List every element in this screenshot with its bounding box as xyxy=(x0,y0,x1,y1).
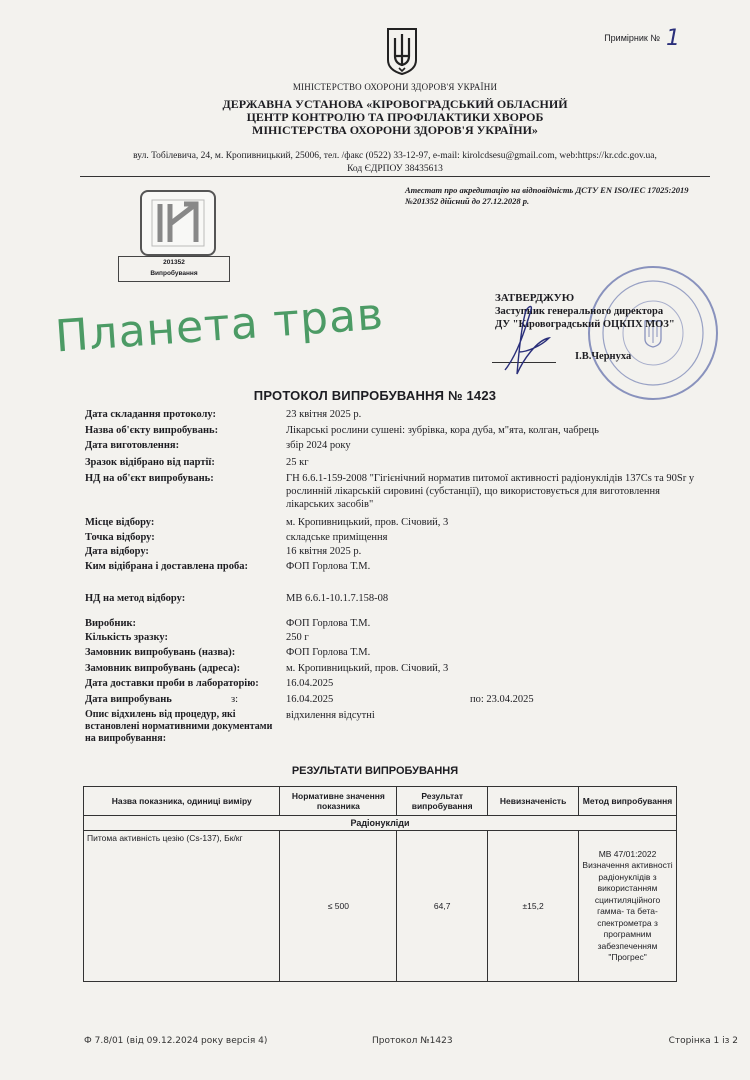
results-table xyxy=(83,786,677,982)
column-header: Назва показника, одиниці виміру xyxy=(84,787,280,816)
column-header: Нормативне значення показника xyxy=(280,787,397,816)
trident-emblem-icon xyxy=(385,26,419,76)
field-label: НД на метод відбору: xyxy=(85,593,186,604)
header-divider xyxy=(80,176,710,177)
approval-position: Заступник генерального директора xyxy=(495,306,664,317)
norm-value: ≤ 500 xyxy=(280,831,397,982)
field-value: Лікарські рослини сушені: зубрівка, кора дуба, м"ята, колган, чабрець xyxy=(286,425,599,436)
logo-number: 201352 xyxy=(163,259,185,266)
field-value: відхилення відсутні xyxy=(286,710,375,721)
field-label: Дата доставки проби в лабораторію: xyxy=(85,678,259,689)
field-label: Дата складання протоколу: xyxy=(85,409,216,420)
ministry-name: МІНІСТЕРСТВО ОХОРОНИ ЗДОРОВ'Я УКРАЇНИ xyxy=(292,82,498,92)
footer-form-number: Ф 7.8/01 (від 09.12.2024 року версія 4) xyxy=(84,1036,268,1046)
indicator-name: Питома активність цезію (Cs-137), Бк/кг xyxy=(84,831,280,982)
field-label: НД на об'єкт випробувань: xyxy=(85,473,214,484)
field-value: м. Кропивницький, пров. Січовий, 3 xyxy=(286,517,449,528)
accreditation-logo-caption xyxy=(118,256,230,282)
field-value: ФОП Горлова Т.М. xyxy=(286,618,371,629)
approval-title: ЗАТВЕРДЖУЮ xyxy=(495,292,575,304)
institution-address xyxy=(0,150,750,176)
signer-name: І.В.Чернуха xyxy=(575,351,632,362)
field-label: Дата виготовлення: xyxy=(85,440,180,451)
column-header: Результат випробування xyxy=(397,787,488,816)
results-title: РЕЗУЛЬТАТИ ВИПРОБУВАННЯ xyxy=(291,765,459,777)
field-label: Замовник випробувань (адреса): xyxy=(85,663,241,674)
result-value: 64,7 xyxy=(397,831,488,982)
institution-name xyxy=(0,98,750,137)
field-value-prefix: з: xyxy=(231,694,239,705)
edrpou-code: Код ЄДРПОУ 38435613 xyxy=(347,164,443,174)
field-label: Зразок відібрано від партії: xyxy=(85,457,215,468)
field-value: ГН 6.6.1-159-2008 "Гігієнічний норматив питомої активності радіонуклідів 137Cs та 90Sr у рослинній лікарській сировині (субстанції), що використовується для виготовлення лікарських засобів" xyxy=(286,473,695,510)
field-value: збір 2024 року xyxy=(286,440,351,451)
field-value: 250 г xyxy=(286,632,309,643)
institution-line: ДЕРЖАВНА УСТАНОВА «КІРОВОГРАДСЬКИЙ ОБЛАСНИЙ xyxy=(222,97,568,111)
field-value: 23 квітня 2025 р. xyxy=(286,409,362,420)
test-method: МВ 47/01:2022 Визначення активності радіонуклідів з використанням сцинтиляційного гамма- та бета-спектрометра з програмним забезпеченням "Прогрес" xyxy=(579,831,677,982)
footer-page-number: Сторінка 1 із 2 xyxy=(668,1036,738,1046)
accreditation-note xyxy=(405,185,725,207)
field-label: Замовник випробувань (назва): xyxy=(85,647,236,658)
field-label: Дата відбору: xyxy=(85,546,149,557)
field-value: 16.04.2025 xyxy=(286,678,334,689)
accreditation-line: Атестат про акредитацію на відповідність ДСТУ EN ISO/IEC 17025:2019 xyxy=(405,185,689,195)
logo-caption: Випробування xyxy=(150,270,198,277)
accreditation-logo xyxy=(140,190,216,256)
field-value: 16.04.2025 xyxy=(286,694,334,705)
uncertainty-value: ±15,2 xyxy=(488,831,579,982)
copy-label: Примірник № xyxy=(604,33,660,43)
address-line: вул. Тобілевича, 24, м. Кропивницький, 25006, тел. /факс (0522) 33-12-97, e-mail: kirolcdsesu@gmail.com, web:https://kr.cdc.gov.ua, xyxy=(133,151,657,161)
field-value: МВ 6.6.1-10.1.7.158-08 xyxy=(286,593,389,604)
field-label: Ким відібрана і доставлена проба: xyxy=(85,561,248,572)
field-label: Виробник: xyxy=(85,618,137,629)
field-label: Опис відхилень від процедур, які встановлені нормативними документами на випробування: xyxy=(85,709,273,744)
section-label: Радіонукліди xyxy=(84,816,677,831)
field-label: Кількість зразку: xyxy=(85,632,168,643)
signature-icon xyxy=(497,300,557,380)
copy-number-value: 1 xyxy=(666,26,680,51)
institution-line: ЦЕНТР КОНТРОЛЮ ТА ПРОФІЛАКТИКИ ХВОРОБ xyxy=(246,110,544,124)
field-value: 16 квітня 2025 р. xyxy=(286,546,362,557)
field-label: Назва об'єкту випробувань: xyxy=(85,425,219,436)
field-value: ФОП Горлова Т.М. xyxy=(286,647,371,658)
accreditation-line: №201352 дійсний до 27.12.2028 р. xyxy=(405,196,530,206)
handwritten-stamp: Планета трав xyxy=(53,288,386,363)
table-section-row xyxy=(84,816,677,831)
field-label: Місце відбору: xyxy=(85,517,155,528)
table-header-row xyxy=(84,787,677,816)
copy-number xyxy=(604,22,680,51)
field-value: м. Кропивницький, пров. Січовий, 3 xyxy=(286,663,449,674)
column-header: Метод випробування xyxy=(579,787,677,816)
footer-protocol-number: Протокол №1423 xyxy=(372,1036,453,1046)
field-label: Точка відбору: xyxy=(85,532,155,543)
protocol-title: ПРОТОКОЛ ВИПРОБУВАННЯ № 1423 xyxy=(253,388,497,403)
field-label: Дата випробувань xyxy=(85,694,172,705)
official-seal-icon xyxy=(585,263,721,403)
column-header: Невизначеність xyxy=(488,787,579,816)
institution-line: МІНІСТЕРСТВА ОХОРОНИ ЗДОРОВ'Я УКРАЇНИ» xyxy=(252,123,538,137)
field-value: складське приміщення xyxy=(286,532,388,543)
field-value: ФОП Горлова Т.М. xyxy=(286,561,371,572)
table-row xyxy=(84,831,677,982)
field-value-end: по: 23.04.2025 xyxy=(470,694,534,705)
accreditation-logo-icon xyxy=(142,192,214,254)
approval-organization: ДУ "Кіровоградський ОЦКПХ МОЗ" xyxy=(495,319,675,330)
field-value: 25 кг xyxy=(286,457,309,468)
